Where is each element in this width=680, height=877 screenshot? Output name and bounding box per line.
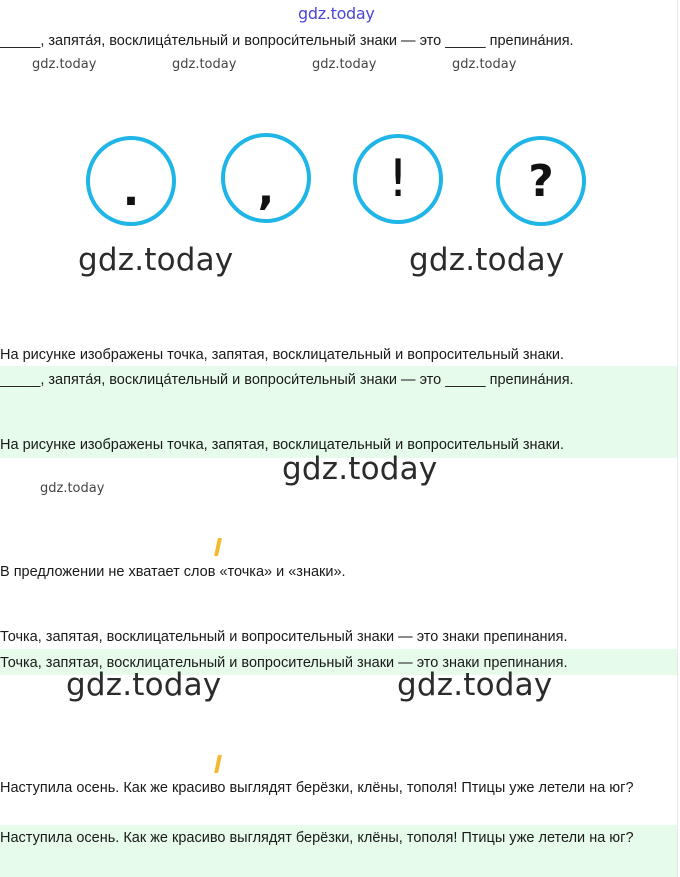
page-right-border (677, 0, 678, 877)
question-symbol: ? (528, 155, 554, 207)
highlight-answer-sentence: Точка, запятая, восклицательный и вопросительный знаки — это знаки препинания. (0, 655, 568, 671)
missing-words-text: В предложении не хватает слов «точка» и «знаки». (0, 564, 346, 580)
big-watermark-4: gdz.today (66, 667, 222, 703)
highlight-autumn-text: Наступила осень. Как же красиво выглядят берёзки, клёны, тополя! Птицы уже летели на юг? (0, 830, 634, 846)
small-watermark-5: gdz.today (40, 481, 105, 496)
small-watermark-1: gdz.today (32, 57, 97, 72)
step-marker-2 (214, 755, 222, 773)
highlight-picture-description: На рисунке изображены точка, запятая, восклицательный и вопросительный знаки. (0, 437, 565, 453)
exclamation-symbol: ! (387, 149, 409, 209)
period-symbol: . (122, 164, 140, 216)
top-watermark: gdz.today (298, 4, 375, 23)
exclamation-circle (353, 134, 443, 224)
task-sentence: _____, запята́я, восклица́тельный и вопроси́тельный знаки — это _____ препина́ния. (0, 33, 574, 49)
big-watermark-5: gdz.today (397, 667, 553, 703)
period-circle (86, 136, 176, 226)
small-watermark-3: gdz.today (312, 57, 377, 72)
picture-description: На рисунке изображены точка, запятая, восклицательный и вопросительный знаки. (0, 347, 565, 363)
comma-circle (221, 133, 311, 223)
answer-sentence: Точка, запятая, восклицательный и вопросительный знаки — это знаки препинания. (0, 629, 568, 645)
big-watermark-3: gdz.today (282, 451, 438, 487)
highlight-task-sentence: _____, запята́я, восклица́тельный и вопроси́тельный знаки — это _____ препина́ния. (0, 372, 574, 388)
question-circle (496, 136, 586, 226)
comma-symbol: , (257, 163, 275, 215)
autumn-text: Наступила осень. Как же красиво выглядят берёзки, клёны, тополя! Птицы уже летели на юг? (0, 780, 634, 796)
small-watermark-2: gdz.today (172, 57, 237, 72)
small-watermark-4: gdz.today (452, 57, 517, 72)
big-watermark-1: gdz.today (78, 242, 234, 278)
step-marker-1 (214, 538, 222, 556)
big-watermark-2: gdz.today (409, 242, 565, 278)
